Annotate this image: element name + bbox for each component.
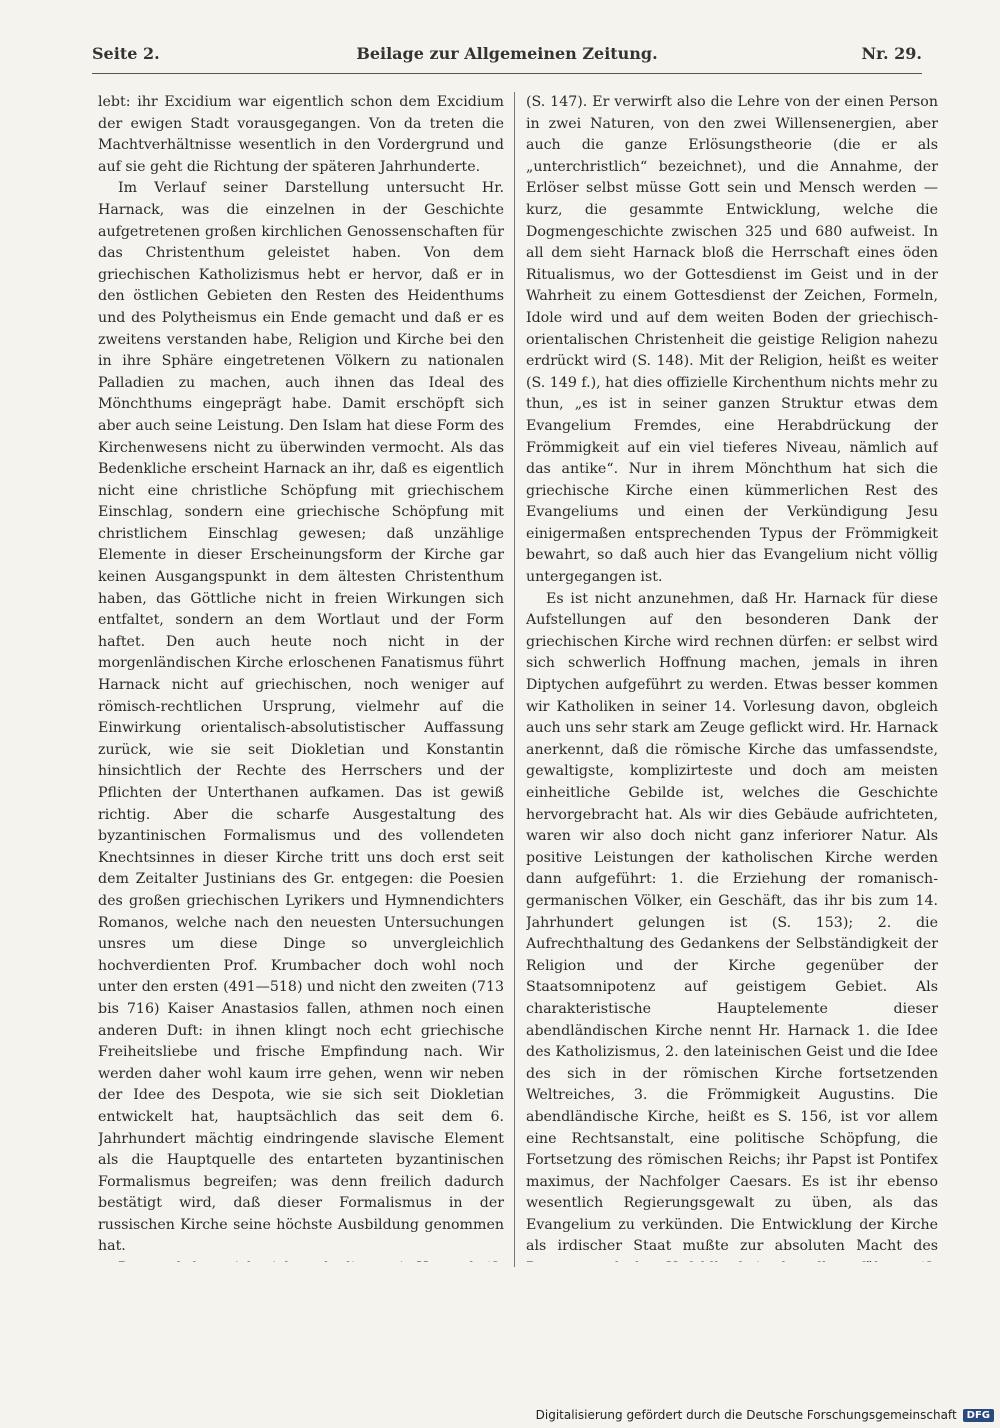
left-column bbox=[98, 92, 504, 1262]
column-divider bbox=[514, 92, 515, 1267]
digitization-credit bbox=[536, 1408, 994, 1422]
publication-title: Beilage zur Allgemeinen Zeitung. bbox=[356, 44, 658, 63]
page-header bbox=[92, 44, 922, 72]
right-column bbox=[526, 92, 938, 1262]
paragraph: Im Verlauf seiner Darstellung untersucht Hr. Harnack, was die einzelnen in der Geschichte aufgetretenen großen kirchlichen Genossenschaften für das Christenthum geleistet haben. Von dem griechischen Katholizismus hebt er hervor, daß er in den östlichen Gebieten den Resten des Heidenthums und des Polytheismus ein Ende gemacht und daß er es zweitens verstanden habe, Religion und Kirche bei den in ihre Sphäre eingetretenen Völkern zu nationalen Palladien zu machen, auch ihnen das Ideal des Mönchthums eingeprägt habe. Damit erschöpft sich aber auch seine Leistung. Den Islam hat diese Form des Kirchenwesens nicht zu überwinden vermocht. Als das Bedenkliche erscheint Harnack an ihr, daß es eigentlich nicht eine christliche Schöpfung mit griechischem Einschlag, sondern eine griechische Schöpfung mit christlichem Einschlag gewesen; daß unzählige Elemente in dieser Erscheinungsform der Kirche gar keinen Ausgangspunkt in dem ältesten Christenthum haben, das Göttliche nicht in freien Wirkungen sich entfaltet, sondern an dem Wortlaut und der Form haftet. Den auch heute noch nicht in der morgenländischen Kirche erloschenen Fanatismus führt Harnack nicht auf griechischen, noch weniger auf römisch-rechtlichen Ursprung, vielmehr auf die Einwirkung orientalisch-absolutistischer Auffassung zurück, wie sie seit Diokletian und Konstantin hinsichtlich der Rechte des Herrschers und der Pflichten der Unterthanen aufkamen. Das ist gewiß richtig. Aber die scharfe Ausgestaltung des byzantinischen Formalismus und des vollendeten Knechtsinnes in dieser Kirche tritt uns doch erst seit dem Zeitalter Justinians des Gr. entgegen: die Poesien des großen griechischen Lyrikers und Hymnendichters Romanos, welche nach den neuesten Untersuchungen unsres um diese Dinge so unvergleichlich hochverdienten Prof. Krumbacher doch wohl noch unter den ersten (491—518) und nicht den zweiten (713 bis 716) Kaiser Anastasios fallen, athmen noch einen anderen Duft: in ihnen klingt noch echt griechische Freiheitsliebe und frische Empfindung nach. Wir werden daher wohl kaum irre gehen, wenn wir neben der Idee des Despota, wie sie sich seit Diokletian entwickelt hat, hauptsächlich das seit dem 6. Jahrhundert mächtig eindringende slavische Element als die Hauptquelle des entarteten byzantinischen Formalismus begreifen; was denn freilich dadurch bestätigt wird, daß dieser Formalismus in der russischen Kirche seine höchste Ausbildung genommen hat. bbox=[98, 180, 504, 1255]
paragraph: Es ist nicht anzunehmen, daß Hr. Harnack für diese Aufstellungen auf den besonderen Dank der griechischen Kirche wird rechnen dürfen: er selbst wird sich schwerlich Hoffnung machen, jemals in ihren Diptychen aufgeführt zu werden. Etwas besser kommen wir Katholiken in seiner 14. Vorlesung davon, obgleich auch uns sehr stark am Zeuge geflickt wird. Hr. Harnack anerkennt, daß die römische Kirche das umfassendste, gewaltigste, komplizirteste und doch am meisten einheitliche Gebilde ist, welches die Geschichte hervorgebracht hat. Als wir dies Gebäude aufrichteten, waren wir also doch nicht ganz inferiorer Natur. Als positive Leistungen der katholischen Kirche werden dann aufgeführt: 1. die Erziehung der romanisch-germanischen Völker, ein Geschäft, das ihr bis zum 14. Jahrhundert gelungen ist (S. 153); 2. die Aufrechthaltung des Gedankens der Selbständigkeit der Religion und der Kirche gegenüber der Staatsomnipotenz auf geistigem Gebiet. Als charakteristische Hauptelemente dieser abendländischen Kirche nennt Hr. Harnack 1. die Idee des Katholizismus, 2. den lateinischen Geist und die Idee des sich in der römischen Kirche fortsetzenden Weltreiches, 3. die Frömmigkeit Augustins. Die abendländische Kirche, heißt es S. 156, ist vor allem eine Rechtsanstalt, eine politische Schöpfung, die Fortsetzung des römischen Reichs; ihr Papst ist Pontifex maximus, der Nachfolger Caesars. Es ist ihr ebenso wesentlich Regierungsgewalt zu üben, als das Evangelium zu verkünden. Die Entwicklung der Kirche als irdischer Staat mußte zur absoluten Macht des bbox=[526, 590, 938, 1255]
header-rule bbox=[92, 73, 922, 74]
credit-text: Digitalisierung gefördert durch die Deutsche Forschungsgemeinschaft bbox=[535, 1408, 957, 1422]
dfg-logo-icon: DFG bbox=[963, 1409, 994, 1422]
issue-number: Nr. 29. bbox=[861, 44, 922, 63]
paragraph bbox=[98, 1258, 504, 1262]
page-number: Seite 2. bbox=[92, 44, 160, 63]
paragraph: lebt: ihr Excidium war eigentlich schon dem Excidium der ewigen Stadt vorausgegangen. Von da treten die Machtverhältnisse wesentlich in den Vordergrund und auf sie geht die Richtung der späteren Jahrhunderte. bbox=[98, 94, 504, 175]
paragraph: (S. 147). Er verwirft also die Lehre von der einen Person in zwei Naturen, von den zwei Willensenergien, aber auch die ganze Erlösungstheorie (die er als „unterchristlich“ bezeichnet), und die Annahme, der Erlöser selbst müsse Gott sein und Mensch werden — kurz, die gesammte Entwicklung, welche die Dogmengeschichte zwischen 325 und 680 aufweist. In all dem sieht Harnack bloß die Herrschaft eines öden Ritualismus, wo der Gottesdienst im Geist und in der Wahrheit zu einem Gottesdienst der Zeichen, Formeln, Idole wird und auf dem weiten Boden der griechisch-orientalischen Christenheit die geistige Religion nahezu erdrückt wird (S. 148). Mit der Religion, heißt es weiter (S. 149 f.), hat dies offizielle Kirchenthum nichts mehr zu thun, „es ist in seiner ganzen Struktur etwas dem Evangelium Fremdes, eine Herabdrückung der Frömmigkeit auf ein viel tieferes Niveau, nämlich auf das antike“. Nur in ihrem Mönchthum hat sich die griechische Kirche einen kümmerlichen Rest des Evangeliums und einen der Verkündigung Jesu einigermaßen entsprechenden Typus der Frömmigkeit bewahrt, so daß auch hier das Evangelium nicht völlig untergegangen ist. bbox=[526, 94, 938, 586]
